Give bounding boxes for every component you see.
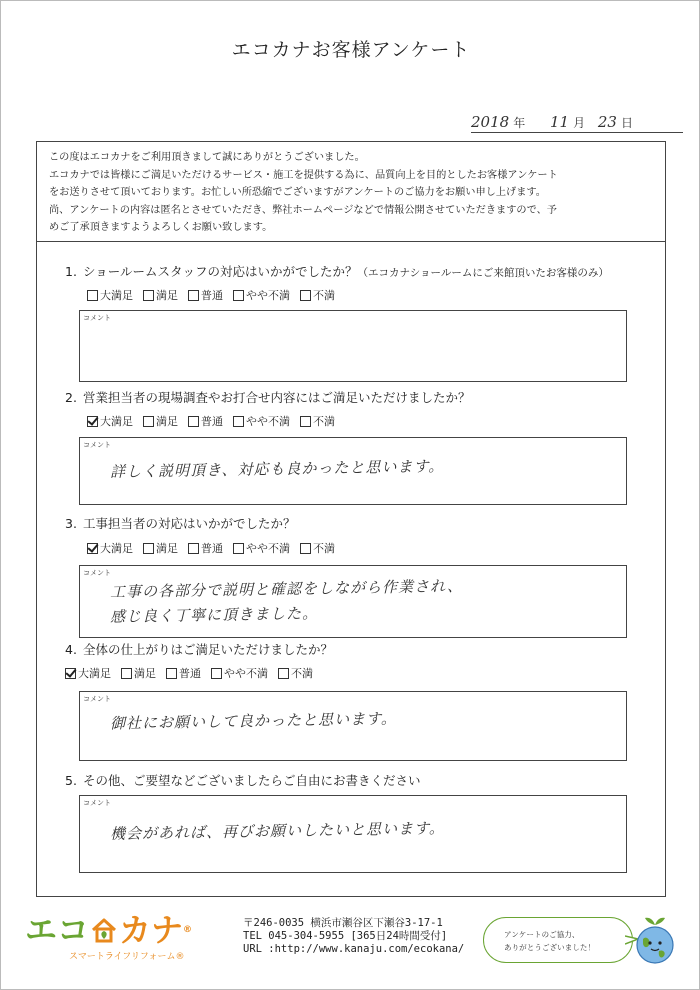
rating-option[interactable] <box>121 665 156 681</box>
rating-option-label: やや不満 <box>224 667 268 680</box>
checkbox[interactable] <box>233 416 244 427</box>
rating-option-label: 普通 <box>201 289 223 302</box>
checkbox[interactable] <box>211 668 222 679</box>
date-underline <box>471 132 683 133</box>
date-year: 2018 <box>471 113 510 131</box>
rating-options-2 <box>87 413 345 429</box>
rating-option[interactable] <box>143 287 178 303</box>
rating-option-label: 大満足 <box>100 542 133 555</box>
checkbox[interactable] <box>188 543 199 554</box>
rating-option[interactable] <box>188 287 223 303</box>
question-text: 工事担当者の対応はいかがでしたか？ <box>82 516 296 531</box>
question-number: 4. <box>65 642 77 657</box>
rating-option[interactable] <box>87 413 133 429</box>
checkbox[interactable] <box>300 416 311 427</box>
rating-option[interactable] <box>300 287 335 303</box>
question-number: 1. <box>65 264 77 279</box>
checkbox[interactable] <box>188 416 199 427</box>
handwritten-answer: 詳しく説明頂き、対応も良かったと思います。 <box>109 457 445 481</box>
intro-line: をお送りさせて頂いております。お忙しい所恐縮でございますがアンケートのご協力をお願い申し上げます。 <box>49 187 546 199</box>
comment-box-4[interactable] <box>79 691 627 761</box>
question-text: その他、ご要望などございましたらご自由にお書きください <box>82 773 421 788</box>
bubble-line: アンケートのご協力、 <box>504 930 580 939</box>
rating-option[interactable] <box>188 540 223 556</box>
rating-option-label: 満足 <box>156 289 178 302</box>
checkbox[interactable] <box>143 290 154 301</box>
logo-registered-mark: ® <box>183 925 193 935</box>
logo-tagline: スマートライフリフォーム® <box>69 952 185 962</box>
rating-option-label: やや不満 <box>246 289 290 302</box>
company-address <box>243 917 464 956</box>
logo-text-right: カナ <box>119 911 184 949</box>
rating-option-label: 不満 <box>313 289 335 302</box>
rating-option[interactable] <box>211 665 268 681</box>
comment-box-2[interactable] <box>79 437 627 505</box>
rating-option[interactable] <box>87 540 133 556</box>
question-text: ショールームスタッフの対応はいかがでしたか？ <box>82 264 358 279</box>
checkbox[interactable] <box>166 668 177 679</box>
question-5 <box>65 771 420 789</box>
question-4 <box>65 640 333 658</box>
rating-option-label: やや不満 <box>246 415 290 428</box>
rating-option-label: 満足 <box>134 667 156 680</box>
rating-option[interactable] <box>233 540 290 556</box>
question-text: 営業担当者の現場調査やお打合せ内容にはご満足いただけましたか？ <box>82 390 471 405</box>
rating-options-1 <box>87 287 345 303</box>
checkbox[interactable] <box>233 543 244 554</box>
question-3 <box>65 514 295 532</box>
date-month: 11 <box>549 113 570 131</box>
checkbox[interactable] <box>300 543 311 554</box>
handwritten-answer: 御社にお願いして良かったと思います。 <box>109 709 397 733</box>
rating-option[interactable] <box>87 287 133 303</box>
checkbox-checked[interactable] <box>87 416 98 427</box>
checkbox-checked[interactable] <box>65 668 76 679</box>
handwritten-answer: 工事の各部分で説明と確認をしながら作業され、 <box>109 576 464 602</box>
question-1 <box>65 262 609 280</box>
rating-option-label: 満足 <box>156 542 178 555</box>
rating-option[interactable] <box>300 540 335 556</box>
date-year-label: 年 <box>513 116 526 130</box>
comment-label: コメント <box>83 569 111 577</box>
handwritten-answer: 機会があれば、再びお願いしたいと思います。 <box>109 819 445 843</box>
url-line: URL :http://www.kanaju.com/ecokana/ <box>243 943 465 955</box>
handwritten-answer: 感じ良く丁寧に頂きました。 <box>109 604 319 626</box>
intro-line: 尚、アンケートの内容は匿名とさせていただき、弊社ホームページなどで情報公開させていただきますので、予 <box>49 204 557 216</box>
intro-line: エコカナでは皆様にご満足いただけるサービス・施工を提供する為に、品質向上を目的としたお客様アンケート <box>49 169 558 181</box>
comment-box-5[interactable] <box>79 795 627 873</box>
rating-option[interactable] <box>233 287 290 303</box>
checkbox[interactable] <box>87 290 98 301</box>
checkbox[interactable] <box>300 290 311 301</box>
question-number: 2. <box>65 390 77 405</box>
checkbox[interactable] <box>143 416 154 427</box>
intro-text <box>36 141 666 241</box>
rating-option-label: 普通 <box>179 667 201 680</box>
intro-line: この度はエコカナをご利用頂きまして誠にありがとうございました。 <box>49 152 365 163</box>
rating-option[interactable] <box>65 665 111 681</box>
rating-option-label: 満足 <box>156 415 178 428</box>
rating-option[interactable] <box>278 665 313 681</box>
rating-option[interactable] <box>143 413 178 429</box>
checkbox[interactable] <box>278 668 289 679</box>
phone-line: TEL 045-304-5955 [365日24時間受付] <box>243 930 448 942</box>
globe-mascot-icon <box>631 911 679 969</box>
comment-box-1[interactable] <box>79 310 627 382</box>
rating-option[interactable] <box>233 413 290 429</box>
page-title: エコカナお客様アンケート <box>231 39 471 61</box>
house-icon <box>90 916 118 944</box>
rating-option[interactable] <box>300 413 335 429</box>
rating-option[interactable] <box>143 540 178 556</box>
question-2 <box>65 388 470 406</box>
comment-label: コメント <box>83 441 111 449</box>
comment-label: コメント <box>83 799 111 807</box>
comment-label: コメント <box>83 695 111 703</box>
rating-option-label: 不満 <box>313 415 335 428</box>
checkbox[interactable] <box>121 668 132 679</box>
date-day-label: 日 <box>620 116 633 130</box>
address-line: 〒246-0035 横浜市瀬谷区下瀬谷3-17-1 <box>243 917 443 929</box>
date-day: 23 <box>597 113 617 131</box>
rating-option-label: 不満 <box>313 542 335 555</box>
rating-options-3 <box>87 540 345 556</box>
rating-option-label: 大満足 <box>100 415 133 428</box>
ecokana-logo <box>25 913 192 947</box>
rating-options-4 <box>65 665 323 681</box>
date-month-label: 月 <box>573 116 586 130</box>
bubble-line: ありがとうございました！ <box>504 943 596 952</box>
logo-text-left: エコ <box>25 911 90 949</box>
checkbox[interactable] <box>188 290 199 301</box>
rating-option-label: やや不満 <box>246 542 290 555</box>
survey-date <box>471 113 686 131</box>
rating-option-label: 大満足 <box>100 289 133 302</box>
question-number: 5. <box>65 773 77 788</box>
footer <box>21 911 681 971</box>
question-number: 3. <box>65 516 77 531</box>
comment-box-3[interactable] <box>79 565 627 638</box>
survey-questions <box>36 241 666 897</box>
intro-line: めご了承頂きますようよろしくお願い致します。 <box>49 222 273 234</box>
checkbox-checked[interactable] <box>87 543 98 554</box>
checkbox[interactable] <box>233 290 244 301</box>
question-note: （エコカナショールームにご来館頂いたお客様のみ） <box>357 267 609 279</box>
rating-option-label: 普通 <box>201 542 223 555</box>
rating-option-label: 不満 <box>291 667 313 680</box>
thanks-bubble <box>483 917 633 963</box>
checkbox[interactable] <box>143 543 154 554</box>
question-text: 全体の仕上がりはご満足いただけましたか？ <box>82 642 333 657</box>
rating-option-label: 大満足 <box>78 667 111 680</box>
rating-option[interactable] <box>188 413 223 429</box>
rating-option-label: 普通 <box>201 415 223 428</box>
rating-option[interactable] <box>166 665 201 681</box>
comment-label: コメント <box>83 314 111 322</box>
